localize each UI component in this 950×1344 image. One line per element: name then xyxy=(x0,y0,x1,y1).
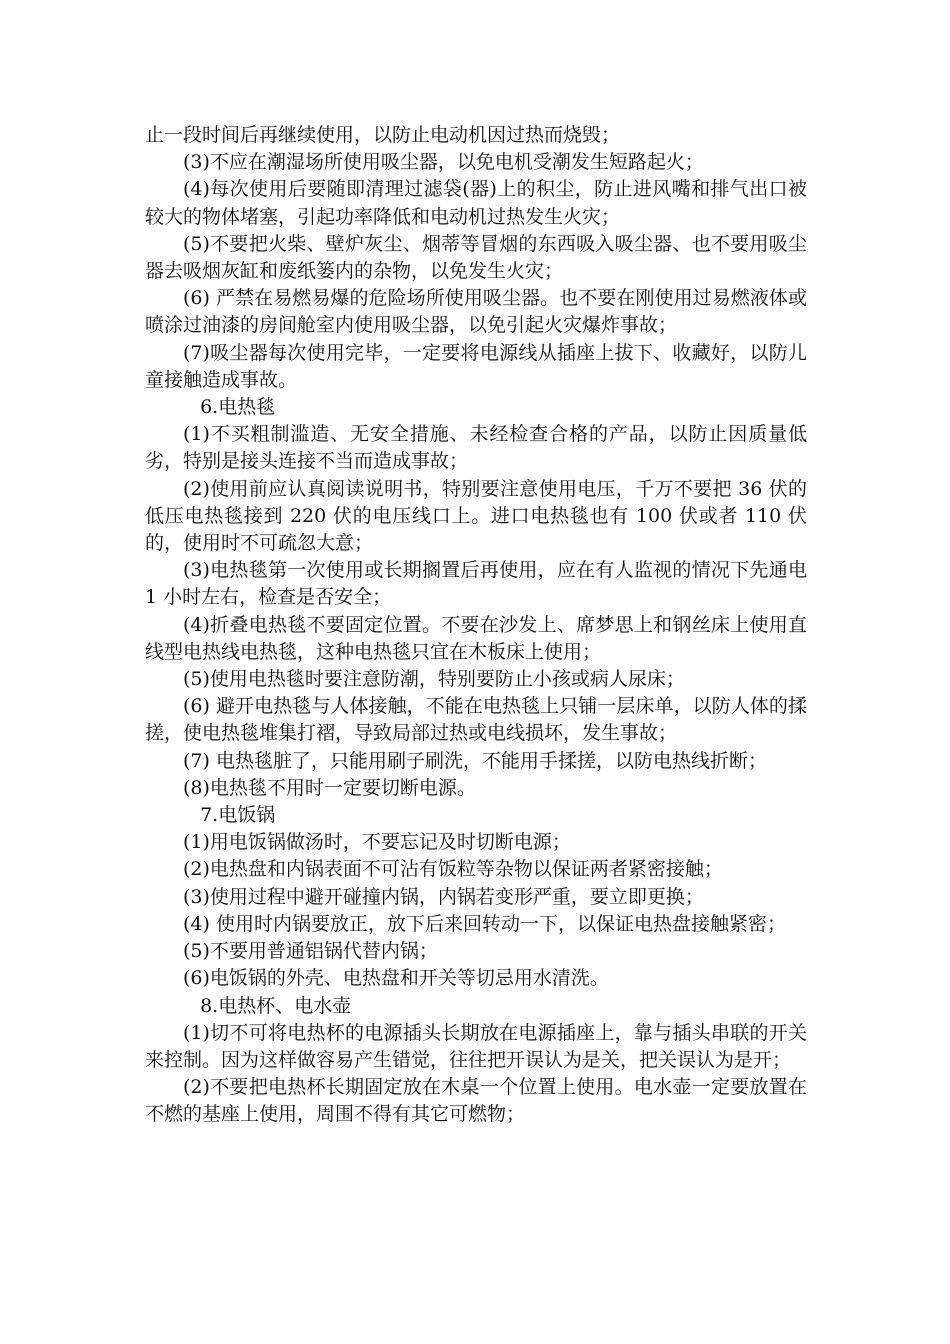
list-item: (8)电热毯不用时一定要切断电源。 xyxy=(183,776,476,799)
document-body xyxy=(145,122,807,1129)
section-heading: 6.电热毯 xyxy=(200,396,276,419)
list-item: (4)折叠电热毯不要固定位置。不要在沙发上、席梦思上和钢丝床上使用直线型电热线电热毯，这种电热毯只宜在木板床上使用； xyxy=(145,613,807,663)
list-item: (5)不要把火柴、壁炉灰尘、烟蒂等冒烟的东西吸入吸尘器、也不要用吸尘器去吸烟灰缸和废纸篓内的杂物，以免发生火灾； xyxy=(145,232,807,283)
list-item: (2)不要把电热杯长期固定放在木桌一个位置上使用。电水壶一定要放置在不燃的基座上使用，周围不得有其它可燃物； xyxy=(145,1076,807,1126)
list-item: (7) 电热毯脏了，只能用刷子刷洗，不能用手揉搓，以防电热线折断； xyxy=(183,749,767,772)
list-item: (1)不买粗制滥造、无安全措施、未经检查合格的产品，以防止因质量低劣，特别是接头连接不当而造成事故； xyxy=(145,423,807,473)
section-heading: 7.电饭锅 xyxy=(200,804,276,827)
paragraph: 止一段时间后再继续使用，以防止电动机因过热而烧毁； xyxy=(145,124,621,146)
list-item: (2)使用前应认真阅读说明书，特别要注意使用电压，千万不要把 36 伏的低压电热毯接到 220 伏的电压线口上。进口电热毯也有 100 伏或者 110 伏的，使用时不可疏忽大意； xyxy=(145,477,807,555)
list-item: (1)用电饭锅做汤时，不要忘记及时切断电源； xyxy=(183,831,571,854)
list-item: (4) 使用时内锅要放正，放下后来回转动一下，以保证电热盘接触紧密； xyxy=(183,912,786,935)
list-item: (3)不应在潮湿场所使用吸尘器，以免电机受潮发生短路起火； xyxy=(183,151,704,174)
list-item: (4)每次使用后要随即清理过滤袋(器)上的积尘，防止进风嘴和排气出口被较大的物体堵塞，引起功率降低和电动机过热发生火灾； xyxy=(145,178,807,228)
list-item: (2)电热盘和内锅表面不可沾有饭粒等杂物以保证两者紧密接触； xyxy=(183,858,723,881)
list-item: (6)电饭锅的外壳、电热盘和开关等切忌用水清洗。 xyxy=(183,967,609,990)
list-item: (7)吸尘器每次使用完毕，一定要将电源线从插座上拔下、收藏好，以防儿童接触造成事故。 xyxy=(145,341,807,391)
section-heading: 8.电热杯、电水壶 xyxy=(200,994,352,1017)
list-item: (5)使用电热毯时要注意防潮，特别要防止小孩或病人尿床； xyxy=(183,668,685,691)
list-item: (3)电热毯第一次使用或长期搁置后再使用，应在有人监视的情况下先通电 1 小时左右，检查是否安全； xyxy=(145,559,807,609)
list-item: (3)使用过程中避开碰撞内锅，内锅若变形严重，要立即更换； xyxy=(183,885,704,908)
list-item: (6) 严禁在易燃易爆的危险场所使用吸尘器。也不要在刚使用过易燃液体或喷涂过油漆的房间舱室内使用吸尘器，以免引起火灾爆炸事故； xyxy=(145,287,807,337)
list-item: (5)不要用普通铝锅代替内锅； xyxy=(183,940,438,963)
list-item: (1)切不可将电热杯的电源插头长期放在电源插座上，靠与插头串联的开关来控制。因为这样做容易产生错觉，往往把开误认为是关，把关误认为是开； xyxy=(145,1021,807,1071)
list-item: (6) 避开电热毯与人体接触，不能在电热毯上只铺一层床单，以防人体的揉搓，使电热毯堆集打褶，导致局部过热或电线损坏，发生事故； xyxy=(145,695,807,745)
